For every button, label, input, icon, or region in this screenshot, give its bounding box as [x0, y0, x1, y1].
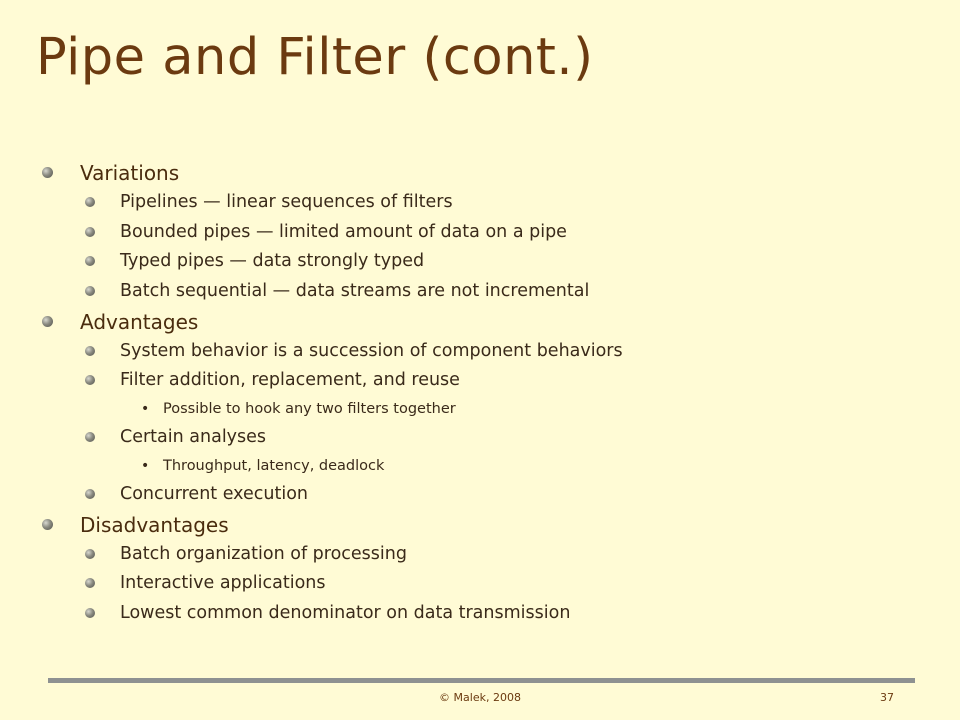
sphere-bullet-icon: [42, 316, 53, 327]
list-item-text: Typed pipes — data strongly typed: [120, 251, 425, 272]
section-heading-variations: [42, 158, 922, 188]
list-item-text: Interactive applications: [120, 573, 326, 594]
sphere-bullet-icon: [85, 608, 95, 618]
sphere-bullet-icon: [85, 286, 95, 296]
list-item: [42, 337, 922, 367]
section-heading-text: Disadvantages: [80, 512, 229, 537]
sphere-bullet-icon: [42, 519, 53, 530]
sphere-bullet-icon: [85, 432, 95, 442]
slide-content: [42, 158, 922, 629]
sphere-bullet-icon: [85, 489, 95, 499]
slide-title: Pipe and Filter (cont.): [36, 28, 594, 87]
sphere-bullet-icon: [85, 549, 95, 559]
list-item: [42, 599, 922, 629]
sub-list-item: [42, 396, 922, 423]
footer-copyright: © Malek, 2008: [439, 691, 521, 704]
section-heading-disadvantages: [42, 510, 922, 540]
sphere-bullet-icon: [42, 167, 53, 178]
dot-bullet-icon: •: [141, 457, 150, 474]
list-item-text: Filter addition, replacement, and reuse: [120, 370, 460, 391]
sphere-bullet-icon: [85, 578, 95, 588]
section-heading-text: Advantages: [80, 309, 199, 334]
list-item: [42, 569, 922, 599]
sub-list-item: [42, 453, 922, 480]
list-item-text: Lowest common denominator on data transmission: [120, 602, 571, 623]
list-item-text: Certain analyses: [120, 427, 267, 448]
list-item-text: Pipelines — linear sequences of filters: [120, 192, 453, 212]
list-item: [42, 366, 922, 396]
list-item: [42, 277, 922, 307]
list-item-text: Bounded pipes — limited amount of data on a pipe: [120, 221, 567, 242]
list-item-text: Batch organization of processing: [120, 543, 407, 564]
section-heading-advantages: [42, 307, 922, 337]
sphere-bullet-icon: [85, 375, 95, 385]
sphere-bullet-icon: [85, 227, 95, 237]
list-item-text: System behavior is a succession of component behaviors: [120, 340, 623, 361]
page-number: 37: [880, 691, 894, 704]
list-item-text: Batch sequential — data streams are not incremental: [120, 281, 590, 302]
sub-list-item-text: Possible to hook any two filters together: [163, 401, 456, 418]
section-heading-text: Variations: [80, 161, 180, 185]
list-item: [42, 218, 922, 248]
list-item-text: Concurrent execution: [120, 483, 308, 504]
list-item: [42, 480, 922, 510]
list-item: [42, 423, 922, 453]
list-item: [42, 247, 922, 277]
sphere-bullet-icon: [85, 256, 95, 266]
sphere-bullet-icon: [85, 346, 95, 356]
sub-list-item-text: Throughput, latency, deadlock: [163, 457, 385, 474]
sphere-bullet-icon: [85, 197, 95, 207]
list-item: [42, 540, 922, 570]
list-item: [42, 188, 922, 218]
dot-bullet-icon: •: [141, 401, 150, 418]
footer-divider: [48, 678, 915, 683]
